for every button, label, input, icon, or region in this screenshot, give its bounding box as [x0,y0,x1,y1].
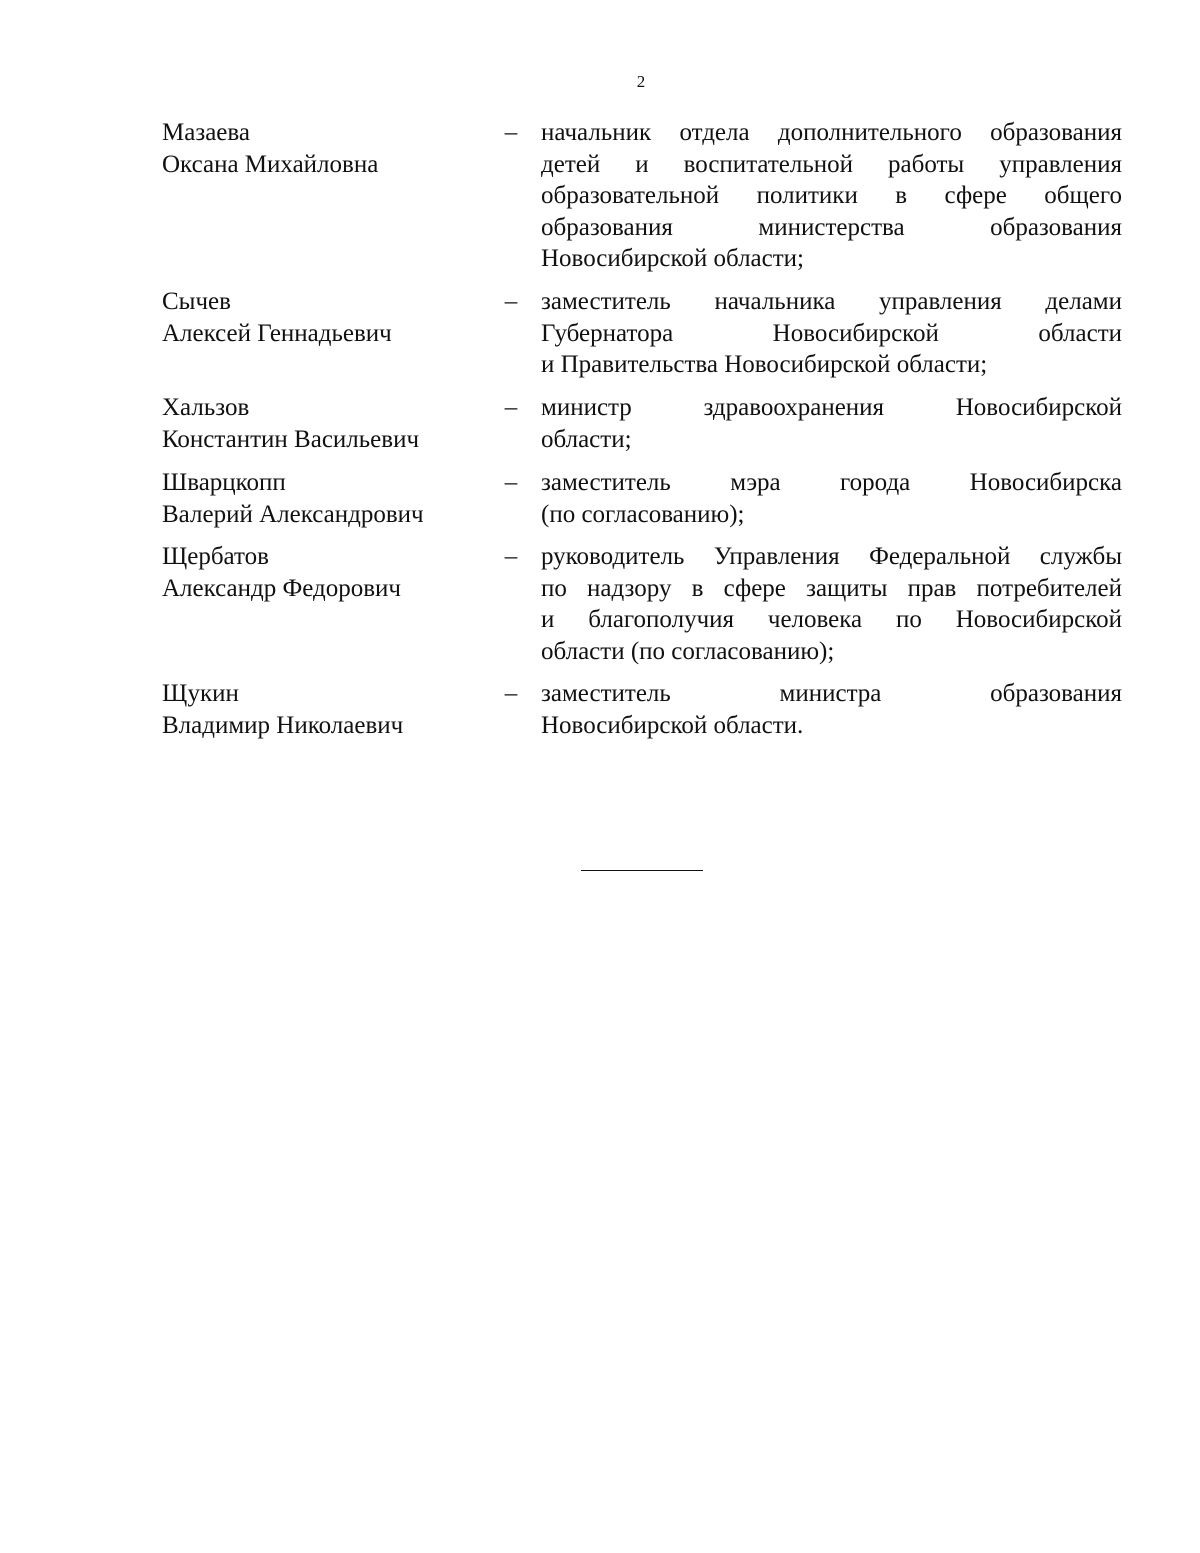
dash-separator: – [504,680,518,707]
member-name [162,286,492,349]
dash-separator: – [504,288,518,315]
member-position [541,541,1122,667]
end-of-list-rule [581,870,703,871]
position-line: области (по согласованию); [541,637,835,665]
member-surname: Щербатов [162,543,269,570]
member-name [162,541,492,604]
position-line: Губернатора Новосибирской области [541,319,1122,347]
position-line: Новосибирской области; [541,245,805,272]
position-line: заместитель начальника управления делами [541,288,1122,315]
member-given-names: Алексей Геннадьевич [162,319,392,347]
member-name [162,678,492,741]
position-line: начальник отдела дополнительного образования [541,119,1122,146]
member-given-names: Александр Федорович [162,574,401,602]
position-line: и благополучия человека по Новосибирской [541,606,1122,633]
position-line: Новосибирской области. [541,711,804,739]
member-position [541,678,1122,741]
dash-separator: – [504,394,518,421]
member-given-names: Владимир Николаевич [162,711,404,739]
member-surname: Мазаева [162,119,250,146]
member-surname: Щукин [162,680,239,707]
position-line: заместитель мэра города Новосибирска [541,469,1122,496]
position-line: и Правительства Новосибирской области; [541,351,988,378]
position-line: области; [541,425,632,453]
member-given-names: Константин Васильевич [162,425,420,453]
member-name [162,467,492,530]
member-surname: Хальзов [162,394,250,421]
member-position [541,392,1122,455]
member-name [162,392,492,455]
position-line: министр здравоохранения Новосибирской [541,394,1122,421]
member-given-names: Оксана Михайловна [162,150,379,178]
dash-separator: – [504,119,518,146]
position-line: по надзору в сфере защиты прав потребителей [541,574,1122,602]
position-line: руководитель Управления Федеральной службы [541,543,1122,570]
dash-separator: – [504,543,518,570]
member-surname: Сычев [162,288,231,315]
position-line: детей и воспитательной работы управления [541,150,1122,178]
position-line: образования министерства образования [541,213,1122,241]
position-line: заместитель министра образования [541,680,1122,707]
member-name [162,117,492,180]
member-position [541,467,1122,530]
position-line: образовательной политики в сфере общего [541,182,1122,209]
member-position [541,286,1122,381]
member-given-names: Валерий Александрович [162,500,424,528]
dash-separator: – [504,469,518,496]
member-position [541,117,1122,275]
member-surname: Шварцкопп [162,469,286,496]
page-number: 2 [636,72,646,91]
position-line: (по согласованию); [541,500,745,528]
